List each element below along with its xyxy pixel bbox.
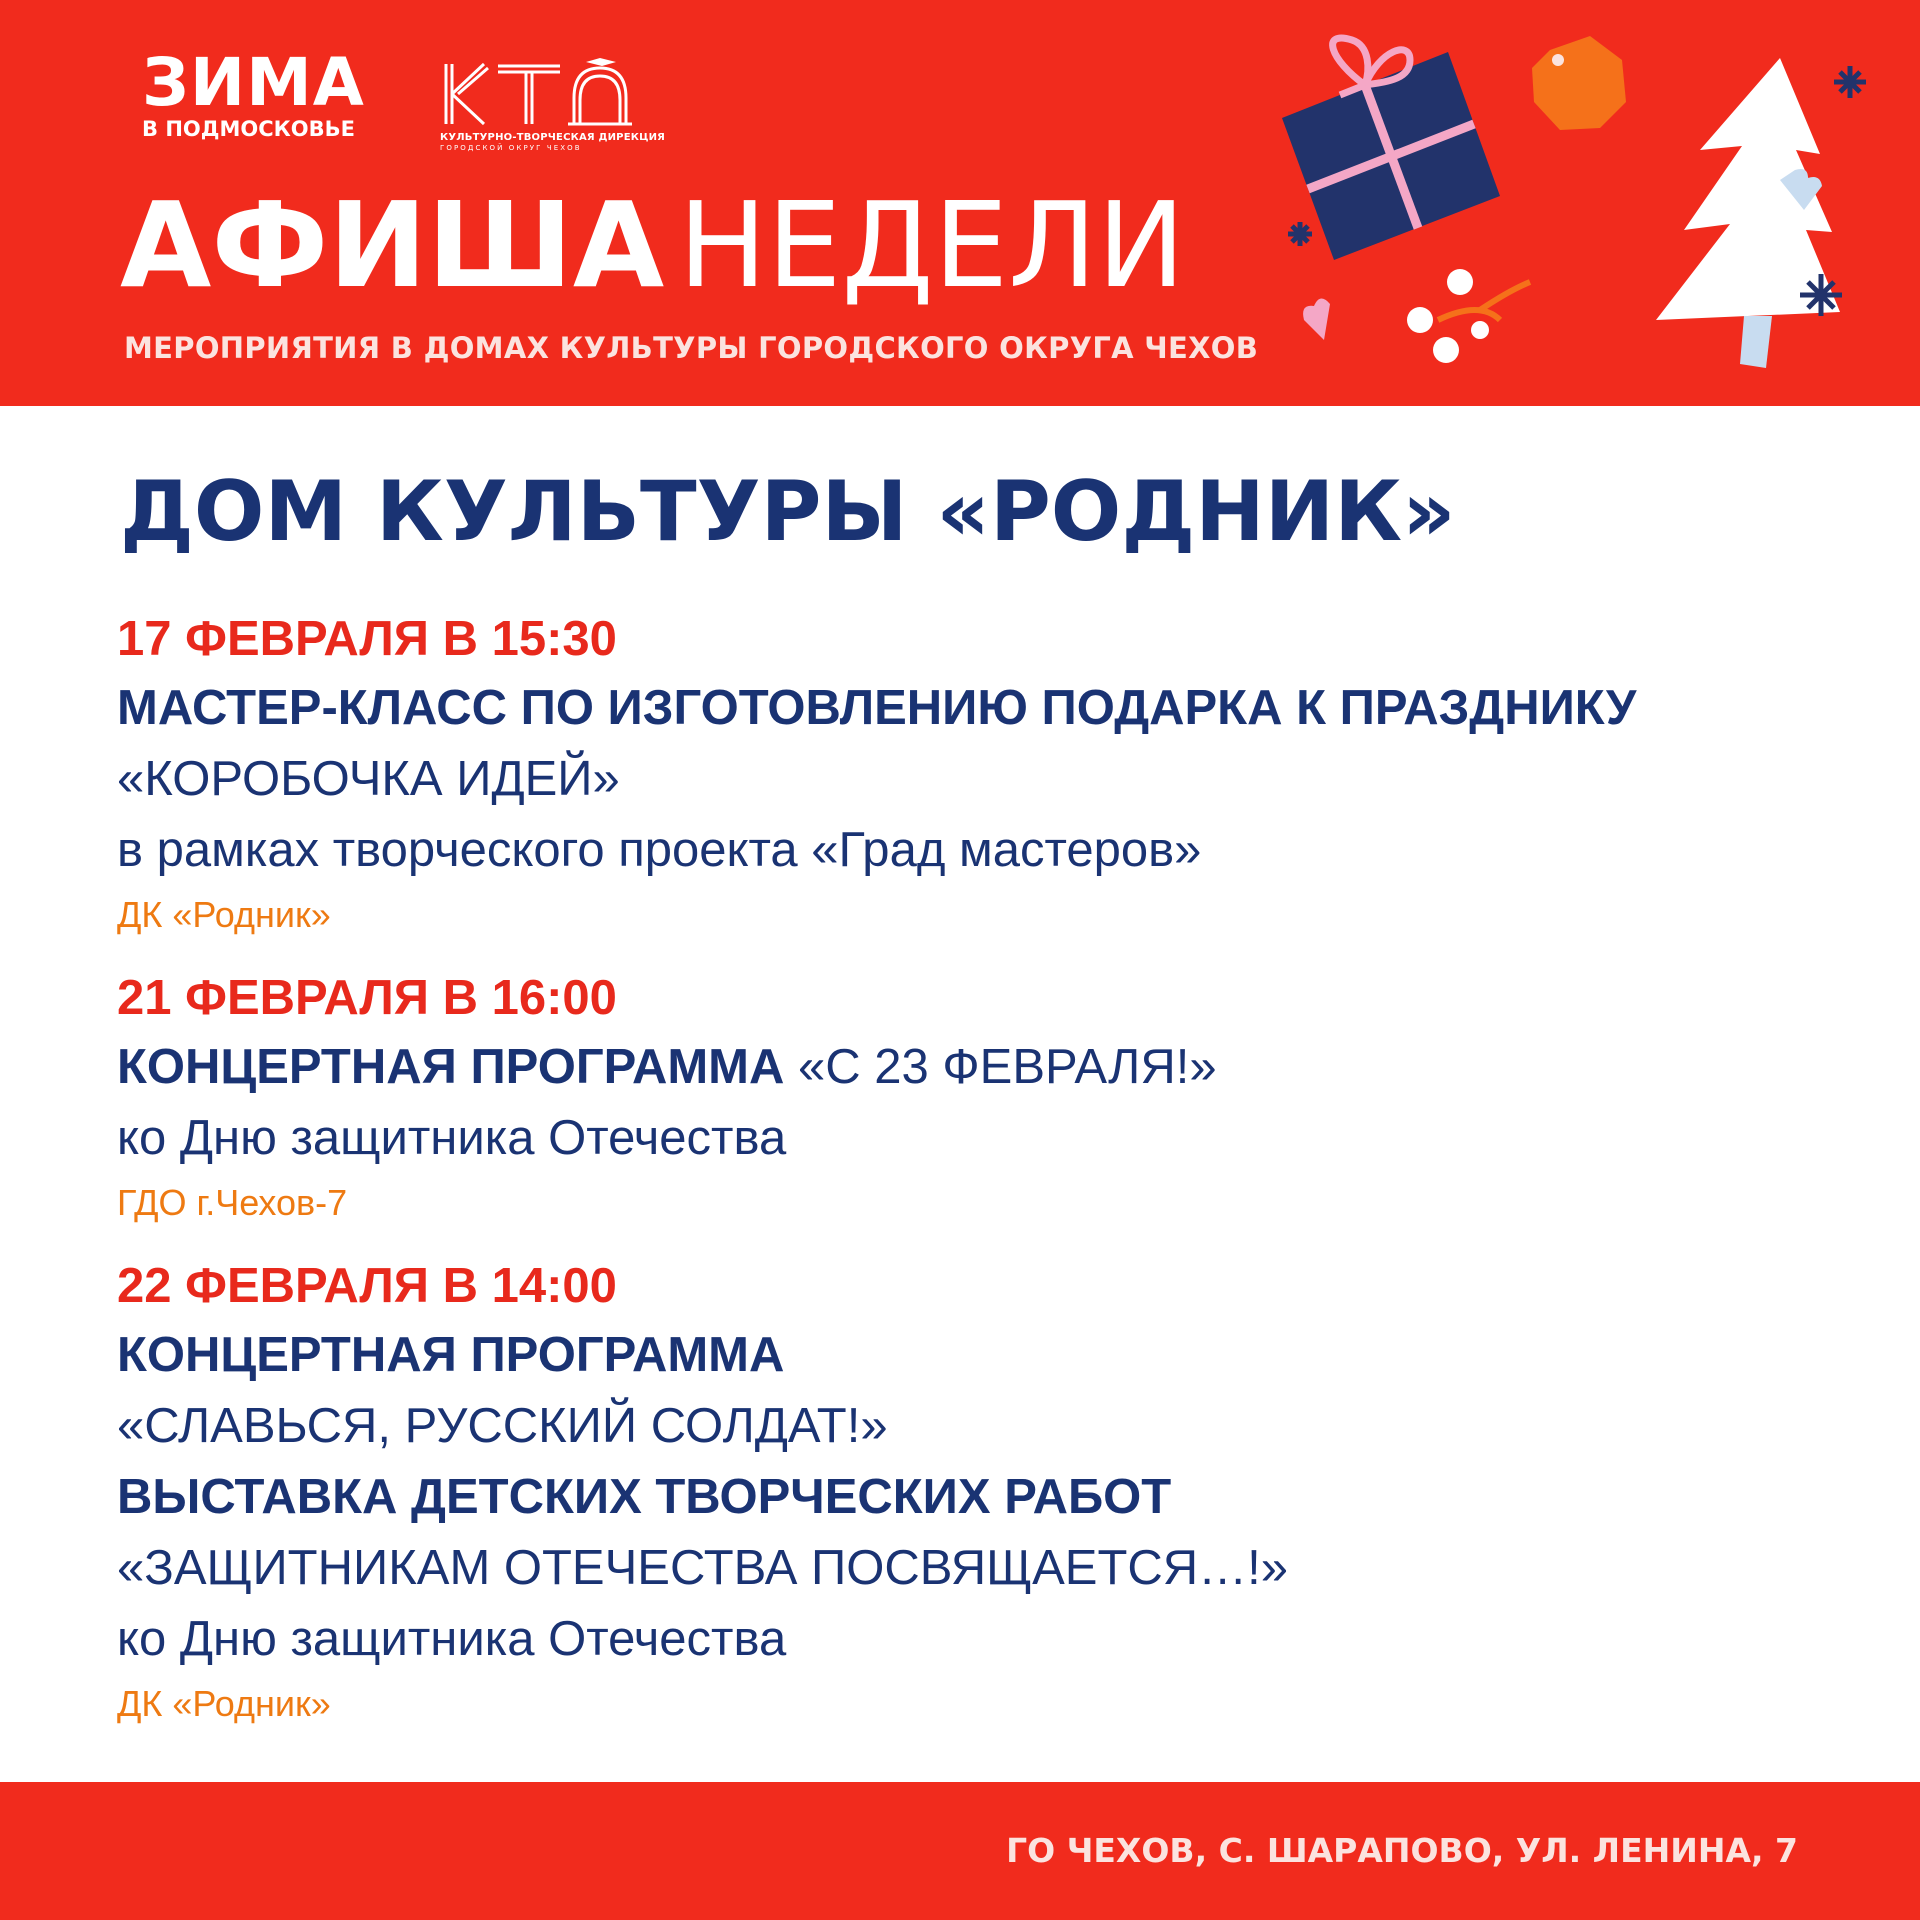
event-place: ГДО г.Чехов-7 [117, 1182, 348, 1223]
zima-logo [142, 44, 365, 142]
event-place: ДК «Родник» [117, 894, 331, 935]
christmas-tree-icon [1656, 58, 1840, 368]
ktd-logo [440, 58, 665, 153]
event-date: 21 ФЕВРАЛЯ В 16:00 [117, 971, 617, 1025]
page-title-regular: НЕДЕЛИ [678, 176, 1186, 314]
event-item [117, 1252, 1857, 1733]
zima-logo-subtitle: В ПОДМОСКОВЬЕ [142, 117, 355, 141]
event-name-secondary: «ЗАЩИТНИКАМ ОТЕЧЕСТВА ПОСВЯЩАЕТСЯ…!» [117, 1541, 1289, 1595]
ktd-logo-mark [440, 58, 636, 130]
event-title-text: КОНЦЕРТНАЯ ПРОГРАММА [117, 1040, 785, 1094]
footer-address: ГО ЧЕХОВ, С. ШАРАПОВО, УЛ. ЛЕНИНА, 7 [1006, 1831, 1798, 1870]
header-banner [0, 0, 1920, 406]
page-subtitle: МЕРОПРИЯТИЯ В ДОМАХ КУЛЬТУРЫ ГОРОДСКОГО ОКРУГА ЧЕХОВ [124, 331, 1259, 365]
gift-icon [1282, 38, 1500, 260]
event-title-secondary: ВЫСТАВКА ДЕТСКИХ ТВОРЧЕСКИХ РАБОТ [117, 1470, 1172, 1524]
event-name: «КОРОБОЧКА ИДЕЙ» [117, 752, 620, 806]
ktd-logo-line2: ГОРОДСКОЙ ОКРУГ ЧЕХОВ [440, 144, 582, 152]
zima-logo-title: ЗИМА [142, 44, 365, 121]
event-title: МАСТЕР-КЛАСС ПО ИЗГОТОВЛЕНИЮ ПОДАРКА К ПРАЗДНИКУ [117, 681, 1637, 735]
event-name-inline: «С 23 ФЕВРАЛЯ!» [798, 1040, 1217, 1094]
event-name: «СЛАВЬСЯ, РУССКИЙ СОЛДАТ!» [117, 1399, 888, 1453]
venue-title: ДОМ КУЛЬТУРЫ «РОДНИК» [120, 463, 1456, 560]
event-date: 22 ФЕВРАЛЯ В 14:00 [117, 1259, 617, 1313]
event-date: 17 ФЕВРАЛЯ В 15:30 [117, 612, 617, 666]
event-title: КОНЦЕРТНАЯ ПРОГРАММА [117, 1328, 785, 1382]
event-note: ко Дню защитника Отечества [117, 1111, 787, 1165]
page-title-bold: АФИША [120, 176, 665, 314]
page-title [120, 176, 1186, 314]
event-place: ДК «Родник» [117, 1683, 331, 1724]
event-item [117, 964, 1857, 1232]
orange-fruit-icon [1532, 36, 1626, 130]
berries-icon [1407, 269, 1530, 363]
event-item [117, 605, 1857, 944]
footer-banner [0, 1782, 1920, 1920]
events-list [117, 605, 1857, 1753]
event-note: в рамках творческого проекта «Град мастеров» [117, 823, 1202, 877]
event-note: ко Дню защитника Отечества [117, 1612, 787, 1666]
ktd-logo-line1: КУЛЬТУРНО-ТВОРЧЕСКАЯ ДИРЕКЦИЯ [440, 132, 666, 143]
winter-decoration [1260, 20, 1920, 400]
event-title [117, 1032, 1857, 1103]
